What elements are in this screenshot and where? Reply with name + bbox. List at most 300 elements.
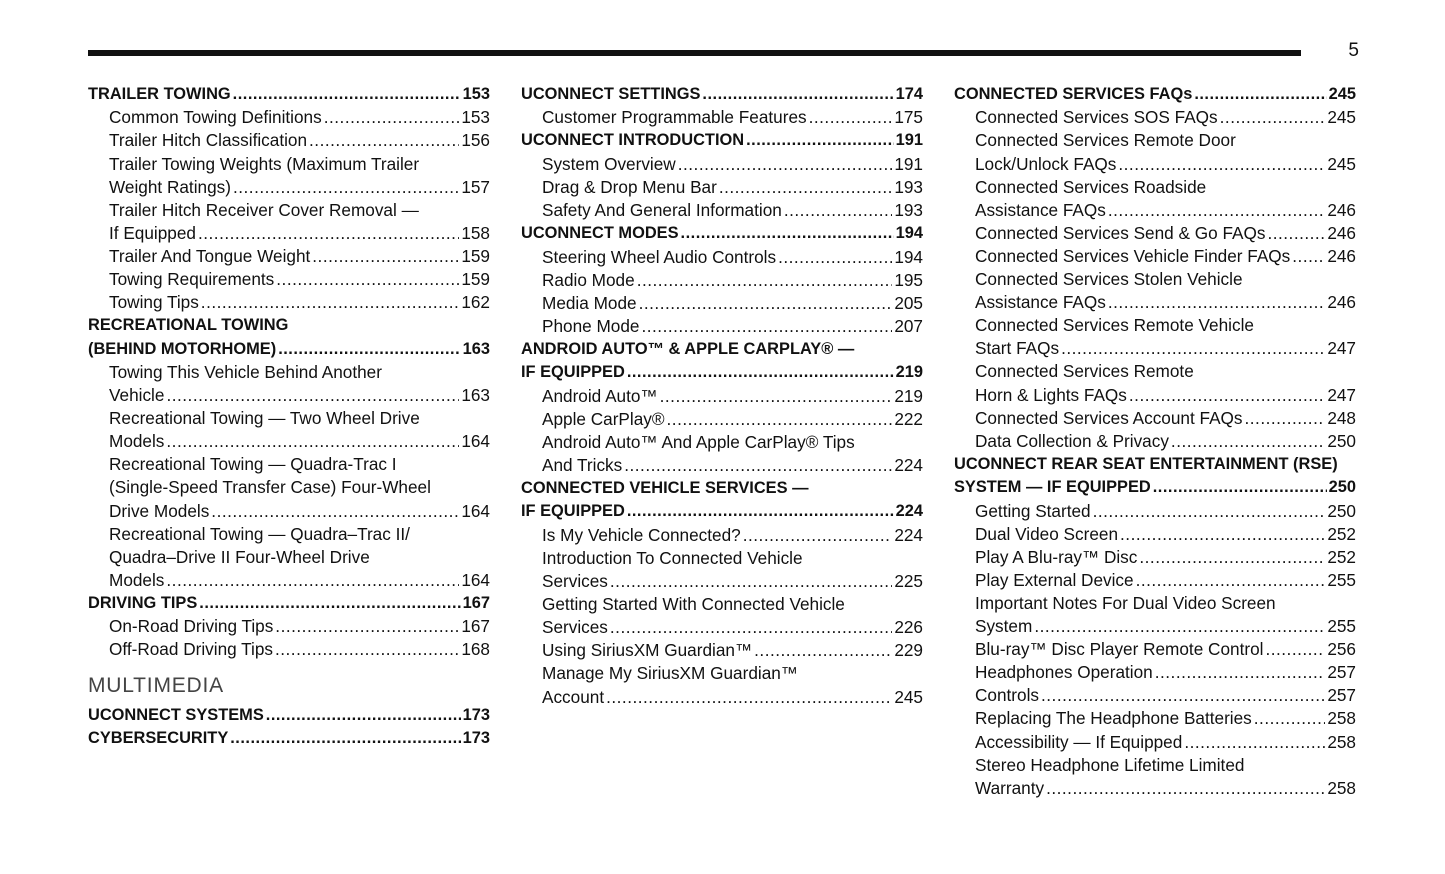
dot-leader (312, 245, 459, 268)
toc-column-2 (521, 83, 923, 709)
dot-leader (1136, 569, 1326, 592)
toc-entry-title: Account (542, 686, 605, 707)
dot-leader (746, 129, 894, 152)
toc-subentry[interactable] (954, 684, 1356, 707)
toc-heading-entry[interactable] (88, 704, 490, 727)
toc-heading-entry[interactable] (521, 477, 923, 500)
toc-entry-title: On-Road Driving Tips (109, 616, 274, 637)
toc-heading-entry[interactable] (521, 222, 923, 245)
toc-entry-title: And Tricks (542, 454, 623, 475)
toc-page-number: 226 (894, 617, 923, 638)
toc-page-number: 193 (894, 176, 923, 197)
toc-entry-title: CYBERSECURITY (88, 728, 229, 747)
toc-subentry[interactable] (88, 222, 490, 245)
toc-entry-title: Connected Services Stolen Vehicle (975, 269, 1243, 290)
toc-entry-title: CONNECTED SERVICES FAQs (954, 85, 1193, 103)
toc-entry-title: System (975, 616, 1033, 637)
toc-heading-entry[interactable] (88, 314, 490, 337)
toc-entry-title: Steering Wheel Audio Controls (542, 246, 777, 267)
dot-leader (1153, 476, 1327, 499)
toc-page-number: 258 (1327, 777, 1356, 798)
dot-leader (198, 222, 459, 245)
toc-entry-title: Warranty (975, 777, 1045, 798)
dot-leader (1118, 153, 1325, 176)
toc-entry-title: Stereo Headphone Lifetime Limited (975, 754, 1245, 775)
toc-page-number: 257 (1327, 662, 1356, 683)
toc-entry-title: IF EQUIPPED (521, 363, 625, 382)
toc-page-number: 173 (462, 705, 490, 724)
dot-leader (1108, 291, 1325, 314)
toc-subentry[interactable] (954, 430, 1356, 453)
dot-leader (1155, 661, 1326, 684)
toc-subentry[interactable] (521, 686, 923, 709)
toc-subentry[interactable] (521, 639, 923, 662)
toc-entry-title: UCONNECT SETTINGS (521, 85, 701, 103)
toc-page-number: 156 (461, 130, 490, 151)
toc-entry-title: Radio Mode (542, 269, 635, 290)
toc-page-number: 224 (895, 502, 923, 521)
section-title: MULTIMEDIA (88, 673, 224, 697)
dot-leader (809, 106, 893, 129)
toc-page-number: 163 (462, 339, 490, 358)
toc-entry-title: Start FAQs (975, 338, 1060, 359)
toc-subentry[interactable] (954, 268, 1356, 291)
toc-subentry[interactable] (521, 662, 923, 685)
toc-entry-title: IF EQUIPPED (521, 502, 625, 521)
dot-leader (778, 246, 892, 269)
toc-entry-title: Vehicle (109, 385, 165, 406)
toc-subentry[interactable] (954, 360, 1356, 383)
toc-subentry[interactable] (954, 592, 1356, 615)
toc-page-number: 225 (894, 571, 923, 592)
toc-entry-title: Towing Tips (109, 292, 199, 313)
toc-subentry[interactable] (88, 430, 490, 453)
toc-subentry[interactable] (954, 106, 1356, 129)
toc-entry-title: Connected Services Roadside (975, 176, 1207, 197)
toc-page-number: 246 (1327, 292, 1356, 313)
toc-entry-title: Towing Requirements (109, 269, 275, 290)
toc-entry-title: Controls (975, 685, 1039, 706)
toc-entry-title: Recreational Towing — Two Wheel Drive (109, 408, 420, 429)
toc-entry-title: Connected Services Account FAQs (975, 407, 1243, 428)
toc-page-number: 175 (894, 107, 923, 128)
dot-leader (1292, 245, 1325, 268)
dot-leader (1267, 222, 1325, 245)
toc-subentry[interactable] (954, 754, 1356, 777)
toc-subentry[interactable] (954, 129, 1356, 152)
toc-page-number: 153 (462, 85, 490, 103)
dot-leader (233, 83, 461, 106)
toc-page-number: 159 (461, 269, 490, 290)
toc-entry-title: UCONNECT SYSTEMS (88, 705, 264, 724)
toc-entry-title: Important Notes For Dual Video Screen (975, 592, 1276, 613)
toc-page-number: 159 (461, 245, 490, 266)
toc-page-number: 191 (895, 131, 923, 150)
toc-subentry[interactable] (88, 407, 490, 430)
dot-leader (166, 384, 459, 407)
toc-entry-title: Connected Services Send & Go FAQs (975, 222, 1266, 243)
toc-entry-title: UCONNECT INTRODUCTION (521, 131, 745, 150)
toc-subentry[interactable] (521, 106, 923, 129)
dot-leader (1194, 83, 1326, 106)
toc-entry-title: Recreational Towing — Quadra–Trac II/ (109, 523, 410, 544)
toc-page-number: 191 (894, 153, 923, 174)
toc-page-number: 250 (1327, 500, 1356, 521)
toc-page-number: 164 (461, 500, 490, 521)
dot-leader (211, 500, 459, 523)
toc-entry-title: Connected Services Remote Vehicle (975, 315, 1254, 336)
toc-heading-entry[interactable] (521, 83, 923, 106)
toc-page-number: 247 (1327, 338, 1356, 359)
toc-page-number: 157 (461, 176, 490, 197)
toc-entry-title: Connected Services Remote Door (975, 130, 1236, 151)
toc-subentry[interactable] (88, 245, 490, 268)
toc-page-number: 193 (894, 200, 923, 221)
toc-heading-entry[interactable] (521, 361, 923, 384)
dot-leader (233, 176, 459, 199)
toc-subentry[interactable] (88, 546, 490, 569)
dot-leader (627, 500, 894, 523)
toc-heading-entry[interactable] (954, 453, 1356, 476)
toc-heading-entry[interactable] (954, 83, 1356, 106)
dot-leader (1120, 523, 1325, 546)
toc-page-number: 158 (461, 222, 490, 243)
toc-subentry[interactable] (88, 268, 490, 291)
toc-heading-entry[interactable] (954, 476, 1356, 499)
toc-entry-title: Horn & Lights FAQs (975, 384, 1127, 405)
toc-subentry[interactable] (954, 777, 1356, 800)
toc-subentry[interactable] (954, 337, 1356, 360)
toc-page-number: 252 (1327, 523, 1356, 544)
toc-page-number: 256 (1327, 639, 1356, 660)
toc-entry-title: SYSTEM — IF EQUIPPED (954, 478, 1151, 497)
toc-entry-title: Assistance FAQs (975, 199, 1106, 220)
toc-subentry[interactable] (954, 199, 1356, 222)
dot-leader (624, 454, 892, 477)
toc-subentry[interactable] (88, 615, 490, 638)
dot-leader (1061, 337, 1325, 360)
toc-page-number: 245 (1327, 153, 1356, 174)
toc-subentry[interactable] (88, 129, 490, 152)
dot-leader (324, 106, 460, 129)
toc-subentry[interactable] (521, 176, 923, 199)
toc-subentry[interactable] (88, 153, 490, 176)
toc-subentry[interactable] (954, 569, 1356, 592)
toc-entry-title: TRAILER TOWING (88, 85, 231, 103)
toc-entry-title: Recreational Towing — Quadra-Trac I (109, 454, 397, 475)
toc-subentry[interactable] (521, 246, 923, 269)
dot-leader (275, 638, 459, 661)
toc-entry-title: Drive Models (109, 500, 210, 521)
dot-leader (276, 268, 459, 291)
toc-entry-title: Trailer And Tongue Weight (109, 245, 311, 266)
toc-entry-title: UCONNECT REAR SEAT ENTERTAINMENT (RSE) (954, 454, 1338, 473)
toc-subentry[interactable] (88, 384, 490, 407)
toc-entry-title: Getting Started With Connected Vehicle (542, 594, 845, 615)
toc-entry-title: Services (542, 571, 608, 592)
toc-page-number: 167 (461, 616, 490, 637)
dot-leader (166, 430, 459, 453)
toc-entry-title: Accessibility — If Equipped (975, 731, 1183, 752)
toc-subentry[interactable] (521, 315, 923, 338)
toc-heading-entry[interactable] (88, 592, 490, 615)
dot-leader (1034, 615, 1325, 638)
toc-subentry[interactable] (521, 570, 923, 593)
dot-leader (309, 129, 459, 152)
toc-entry-title: Getting Started (975, 500, 1091, 521)
toc-subentry[interactable] (954, 500, 1356, 523)
dot-leader (667, 408, 893, 431)
toc-page-number: 153 (461, 107, 490, 128)
toc-subentry[interactable] (88, 106, 490, 129)
dot-leader (743, 524, 893, 547)
toc-entry-title: Models (109, 431, 165, 452)
toc-entry-title: Connected Services SOS FAQs (975, 107, 1218, 128)
toc-subentry[interactable] (88, 569, 490, 592)
dot-leader (637, 269, 893, 292)
toc-entry-title: Using SiriusXM Guardian™ (542, 640, 753, 661)
toc-heading-entry[interactable] (88, 338, 490, 361)
dot-leader (719, 176, 893, 199)
toc-page-number: 194 (895, 224, 923, 243)
toc-page-number: 248 (1327, 407, 1356, 428)
toc-page-number: 164 (461, 431, 490, 452)
toc-subentry[interactable] (954, 615, 1356, 638)
toc-entry-title: Manage My SiriusXM Guardian™ (542, 663, 798, 684)
toc-entry-title: (Single-Speed Transfer Case) Four-Wheel (109, 477, 431, 498)
dot-leader (166, 569, 459, 592)
toc-entry-title: Customer Programmable Features (542, 107, 807, 128)
dot-leader (266, 704, 461, 727)
toc-entry-title: Dual Video Screen (975, 523, 1119, 544)
toc-subentry[interactable] (521, 431, 923, 454)
toc-page-number: 219 (895, 363, 923, 382)
toc-entry-title: Android Auto™ (542, 385, 658, 406)
toc-page-number: 224 (894, 454, 923, 475)
toc-page-number: 167 (462, 593, 490, 612)
toc-page-number: 162 (461, 292, 490, 313)
toc-page-number: 222 (894, 408, 923, 429)
toc-heading-entry[interactable] (88, 83, 490, 106)
toc-column-3 (954, 83, 1356, 800)
toc-page-number: 258 (1327, 708, 1356, 729)
dot-leader (1046, 777, 1325, 800)
toc-entry-title: Connected Services Remote (975, 361, 1194, 382)
toc-page-number: 164 (461, 569, 490, 590)
toc-subentry[interactable] (88, 500, 490, 523)
toc-page-number: 195 (894, 269, 923, 290)
toc-entry-title: CONNECTED VEHICLE SERVICES — (521, 479, 809, 498)
toc-entry-title: Apple CarPlay® (542, 408, 665, 429)
toc-subentry[interactable] (521, 524, 923, 547)
toc-subentry[interactable] (954, 291, 1356, 314)
toc-entry-title: Headphones Operation (975, 662, 1153, 683)
toc-entry-title: Off-Road Driving Tips (109, 639, 273, 660)
dot-leader (610, 616, 892, 639)
toc-entry-title: Connected Services Vehicle Finder FAQs (975, 245, 1291, 266)
dot-leader (1129, 384, 1325, 407)
dot-leader (1220, 106, 1326, 129)
toc-entry-title: RECREATIONAL TOWING (88, 316, 289, 335)
toc-subentry[interactable] (88, 291, 490, 314)
toc-page-number: 255 (1327, 569, 1356, 590)
toc-page-number: 194 (894, 246, 923, 267)
toc-subentry[interactable] (521, 454, 923, 477)
toc-entry-title: Play External Device (975, 569, 1134, 590)
toc-subentry[interactable] (88, 176, 490, 199)
dot-leader (678, 153, 893, 176)
toc-subentry[interactable] (954, 707, 1356, 730)
toc-entry-title: Media Mode (542, 292, 637, 313)
toc-entry-title: Services (542, 617, 608, 638)
toc-subentry[interactable] (88, 199, 490, 222)
dot-leader (1041, 684, 1325, 707)
toc-page-number: 174 (895, 85, 923, 103)
toc-subentry[interactable] (954, 407, 1356, 430)
dot-leader (660, 385, 893, 408)
toc-subentry[interactable] (521, 408, 923, 431)
toc-subentry[interactable] (88, 453, 490, 476)
dot-leader (627, 361, 894, 384)
dot-leader (1254, 707, 1326, 730)
toc-entry-title: Quadra–Drive II Four-Wheel Drive (109, 546, 370, 567)
toc-entry-title: Replacing The Headphone Batteries (975, 708, 1252, 729)
toc-page-number: 207 (894, 315, 923, 336)
toc-page-number: 219 (894, 385, 923, 406)
dot-leader (1139, 546, 1325, 569)
dot-leader (784, 199, 893, 222)
toc-subentry[interactable] (521, 385, 923, 408)
toc-page-number: 257 (1327, 685, 1356, 706)
toc-column-1 (88, 83, 490, 750)
toc-page-number: 224 (894, 524, 923, 545)
toc-entry-title: Trailer Towing Weights (Maximum Trailer (109, 153, 420, 174)
toc-entry-title: Safety And General Information (542, 200, 782, 221)
dot-leader (606, 686, 892, 709)
toc-page-number: 168 (461, 639, 490, 660)
toc-heading-entry[interactable] (521, 338, 923, 361)
dot-leader (230, 727, 460, 750)
toc-subentry[interactable] (954, 245, 1356, 268)
toc-subentry[interactable] (88, 638, 490, 661)
toc-page-number: 205 (894, 292, 923, 313)
toc-page-number: 252 (1327, 546, 1356, 567)
dot-leader (1245, 407, 1326, 430)
toc-subentry[interactable] (954, 222, 1356, 245)
dot-leader (199, 592, 460, 615)
toc-page-number: 246 (1327, 222, 1356, 243)
toc-entry-title: Is My Vehicle Connected? (542, 524, 741, 545)
toc-entry-title: Android Auto™ And Apple CarPlay® Tips (542, 431, 855, 452)
toc-subentry[interactable] (88, 361, 490, 384)
toc-entry-title: Trailer Hitch Receiver Cover Removal — (109, 199, 419, 220)
toc-heading-entry[interactable] (521, 500, 923, 523)
toc-entry-title: ANDROID AUTO™ & APPLE CARPLAY® — (521, 339, 855, 358)
toc-page-number: 245 (1328, 85, 1356, 103)
toc-subentry[interactable] (521, 153, 923, 176)
dot-leader (1184, 731, 1325, 754)
toc-entry-title: Trailer Hitch Classification (109, 130, 308, 151)
toc-entry-title: Lock/Unlock FAQs (975, 153, 1117, 174)
dot-leader (275, 615, 459, 638)
toc-page-number: 163 (461, 385, 490, 406)
toc-subentry[interactable] (521, 616, 923, 639)
toc-entry-title: Data Collection & Privacy (975, 430, 1169, 451)
toc-page-number: 250 (1327, 430, 1356, 451)
page-number: 5 (1348, 40, 1359, 61)
toc-entry-title: Blu-ray™ Disc Player Remote Control (975, 639, 1264, 660)
toc-page-number: 245 (894, 686, 923, 707)
toc-page-number: 258 (1327, 731, 1356, 752)
toc-entry-title: Introduction To Connected Vehicle (542, 547, 803, 568)
toc-heading-entry[interactable] (88, 727, 490, 750)
toc-page-number: 246 (1327, 245, 1356, 266)
toc-heading-entry[interactable] (521, 129, 923, 152)
toc-page-number: 250 (1328, 478, 1356, 497)
toc-subentry[interactable] (954, 661, 1356, 684)
dot-leader (1093, 500, 1326, 523)
toc-subentry[interactable] (88, 523, 490, 546)
dot-leader (201, 291, 460, 314)
dot-leader (610, 570, 892, 593)
toc-subentry[interactable] (521, 593, 923, 616)
dot-leader (754, 639, 892, 662)
toc-entry-title: Play A Blu-ray™ Disc (975, 546, 1138, 567)
toc-entry-title: Towing This Vehicle Behind Another (109, 362, 382, 383)
toc-subentry[interactable] (954, 153, 1356, 176)
toc-page-number: 173 (462, 728, 490, 747)
toc-entry-title: Weight Ratings) (109, 176, 231, 197)
toc-subentry[interactable] (521, 292, 923, 315)
dot-leader (702, 83, 893, 106)
dot-leader (278, 338, 460, 361)
toc-subentry[interactable] (954, 314, 1356, 337)
toc-entry-title: Models (109, 569, 165, 590)
toc-entry-title: Phone Mode (542, 315, 640, 336)
toc-subentry[interactable] (954, 638, 1356, 661)
dot-leader (639, 292, 893, 315)
toc-entry-title: Common Towing Definitions (109, 107, 322, 128)
header-rule (88, 50, 1301, 56)
toc-subentry[interactable] (521, 269, 923, 292)
toc-subentry[interactable] (954, 546, 1356, 569)
toc-subentry[interactable] (521, 547, 923, 570)
toc-entry-title: System Overview (542, 153, 676, 174)
toc-subentry[interactable] (954, 384, 1356, 407)
dot-leader (1108, 199, 1325, 222)
toc-entry-title: If Equipped (109, 222, 196, 243)
toc-page-number: 229 (894, 640, 923, 661)
toc-page-number: 247 (1327, 384, 1356, 405)
dot-leader (681, 222, 894, 245)
toc-subentry[interactable] (954, 523, 1356, 546)
toc-subentry[interactable] (954, 731, 1356, 754)
toc-subentry[interactable] (954, 176, 1356, 199)
toc-entry-title: Assistance FAQs (975, 292, 1106, 313)
dot-leader (641, 315, 892, 338)
toc-subentry[interactable] (521, 199, 923, 222)
toc-entry-title: UCONNECT MODES (521, 224, 679, 243)
toc-page-number: 245 (1327, 107, 1356, 128)
dot-leader (1265, 638, 1325, 661)
toc-entry-title: DRIVING TIPS (88, 593, 198, 612)
toc-subentry[interactable] (88, 476, 490, 499)
dot-leader (1171, 430, 1325, 453)
toc-page-number: 246 (1327, 199, 1356, 220)
toc-entry-title: Drag & Drop Menu Bar (542, 176, 717, 197)
toc-entry-title: (BEHIND MOTORHOME) (88, 339, 277, 358)
toc-page-number: 255 (1327, 616, 1356, 637)
